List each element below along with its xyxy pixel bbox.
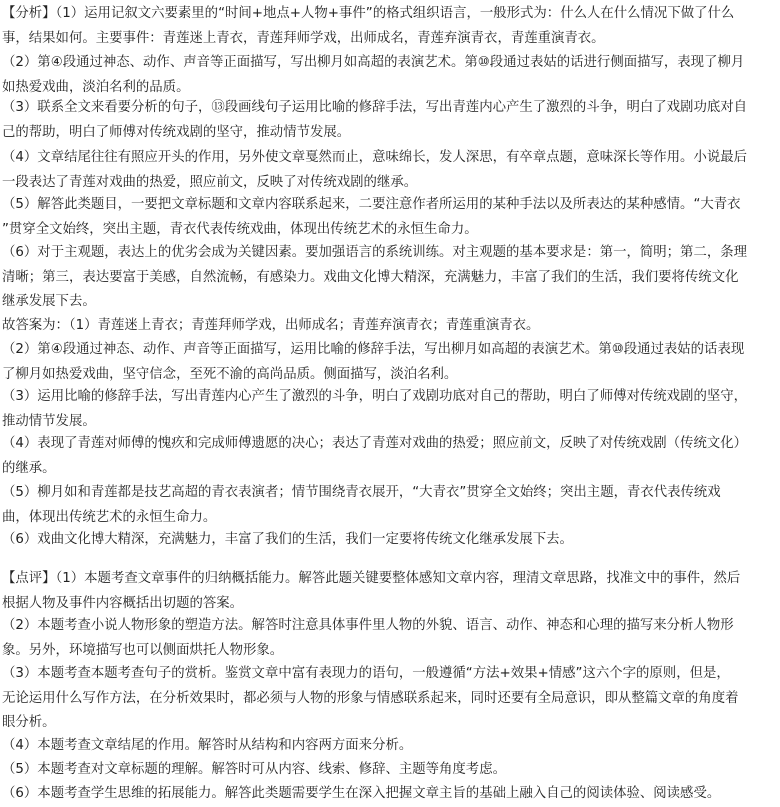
analysis-intro [2, 2, 778, 51]
comment-item-3 [2, 662, 778, 736]
text-line: 事，结果如何。主要事件：青莲迷上青衣，青莲拜师学戏，出师成名，青莲弃演青衣，青莲重演青衣。 [2, 30, 605, 46]
answer-item-4 [2, 432, 778, 481]
text-line: 无论运用什么写作方法，在分析效果时，都必须与人物的形象与情感联系起来，同时还要有全局意识，即从整篇文章的角度着 [2, 690, 739, 706]
text-line: （3）运用比喻的修辞手法，写出青莲内心产生了激烈的斗争，明白了戏剧功底对自己的帮助，明白了师傅对传统戏剧的坚守， [2, 389, 747, 404]
text-line: 一段表达了青莲对戏曲的热爱，照应前文，反映了对传统戏剧的继承。 [2, 174, 418, 190]
analysis-item-4 [2, 146, 778, 195]
text-line: 己的帮助，明白了师傅对传统戏剧的坚守，推动情节发展。 [2, 124, 351, 140]
text-line: （4）本题考查文章结尾的作用。解答时从结构和内容两方面来分析。 [2, 738, 413, 753]
text-line: ”贯穿全文始终，突出主题，青衣代表传统戏曲，体现出传统艺术的永恒生命力。 [2, 221, 478, 237]
text-line: 清晰；第三，表达要富于美感，自然流畅，有感染力。戏曲文化博大精深，充满魅力，丰富了我们的生活，我们要将传统文化 [2, 269, 739, 285]
text-line: （6）对于主观题，表达上的优劣会成为关键因素。要加强语言的系统训练。对主观题的基本要求是：第一，简明；第二，条理 [2, 245, 747, 260]
text-line: （3）本题考查本题考查句子的赏析。鉴赏文章中富有表现力的语句，一般遵循“方法+效果+情感”这六个字的原则，但是， [2, 666, 730, 681]
text-line: 故答案为：（1）青莲迷上青衣；青莲拜师学戏，出师成名；青莲弃演青衣；青莲重演青衣。 [2, 318, 540, 333]
text-line: （6）本题考查学生思维的拓展能力。解答此类题需要学生在深入把握文章主旨的基础上融入自己的阅读体验、阅读感受。 [2, 786, 721, 801]
text-line: （6）戏曲文化博大精深，充满魅力，丰富了我们的生活，我们一定要将传统文化继承发展下去。 [2, 532, 573, 547]
text-line: （4）文章结尾往往有照应开头的作用，另外使文章戛然而止，意味绵长，发人深思，有卒章点题，意味深长等作用。小说最后 [2, 150, 747, 165]
text-line: 曲，体现出传统艺术的永恒生命力。 [2, 509, 217, 525]
text-line: 象。另外，环境描写也可以侧面烘托人物形象。 [2, 642, 284, 658]
analysis-item-6 [2, 241, 778, 315]
analysis-item-2 [2, 51, 778, 100]
answer-item-1 [2, 314, 778, 339]
comment-item-4 [2, 734, 778, 759]
text-line: 如热爱戏曲，淡泊名利的品质。 [2, 79, 190, 95]
answer-item-2 [2, 338, 778, 387]
text-line: 了柳月如热爱戏曲，坚守信念，至死不渝的高尚品质。侧面描写，淡泊名利。 [2, 366, 458, 382]
text-line: （2）第④段通过神态、动作、声音等正面描写，运用比喻的修辞手法，写出柳月如高超的表演艺术。第⑩段通过表姑的话表现 [2, 342, 745, 357]
text-line: （4）表现了青莲对师傅的愧疚和完成师傅遗愿的决心；表达了青莲对戏曲的热爱；照应前文，反映了对传统戏剧（传统文化） [2, 436, 747, 451]
comment-item-1 [2, 567, 778, 616]
text-line: 根据人物及事件内容概括出切题的答案。 [2, 595, 244, 611]
text-line: 【分析】（1）运用记叙文六要素里的“时间+地点+人物+事件”的格式组织语言，一般形式为：什么人在什么情况下做了什么 [2, 6, 735, 21]
text-line: （3）联系全文来看要分析的句子，⑬段画线句子运用比喻的修辞手法，写出青莲内心产生了激烈的斗争，明白了戏剧功底对自 [2, 100, 747, 115]
text-line: 【点评】（1）本题考查文章事件的归纳概括能力。解答此题关键要整体感知文章内容，理清文章思路，找准文中的事件，然后 [2, 571, 741, 586]
text-line: （5）柳月如和青莲都是技艺高超的青衣表演者；情节围绕青衣展开，“大青衣”贯穿全文始终；突出主题，青衣代表传统戏 [2, 485, 721, 500]
answer-item-5 [2, 481, 778, 530]
text-line: （2）本题考查小说人物形象的塑造方法。解答时注意具体事件里人物的外貌、语言、动作、神态和心理的描写来分析人物形 [2, 618, 734, 633]
text-line: （5）解答此类题目，一要把文章标题和文章内容联系起来，二要注意作者所运用的某种手法以及所表达的某种感情。“大青衣 [2, 197, 741, 212]
analysis-item-3 [2, 96, 778, 145]
comment-item-2 [2, 614, 778, 663]
comment-item-5 [2, 758, 778, 783]
analysis-item-5 [2, 193, 778, 242]
text-line: 推动情节发展。 [2, 413, 96, 429]
text-line: 眼分析。 [2, 715, 56, 731]
text-line: （2）第④段通过神态、动作、声音等正面描写，写出柳月如高超的表演艺术。第⑩段通过表姑的话进行侧面描写，表现了柳月 [2, 55, 745, 70]
text-line: 的继承。 [2, 460, 56, 476]
answer-item-3 [2, 385, 778, 434]
comment-item-6 [2, 782, 778, 807]
text-line: （5）本题考查对文章标题的理解。解答时可从内容、线索、修辞、主题等角度考虑。 [2, 762, 506, 777]
answer-item-6 [2, 528, 778, 553]
text-line: 继承发展下去。 [2, 294, 96, 310]
